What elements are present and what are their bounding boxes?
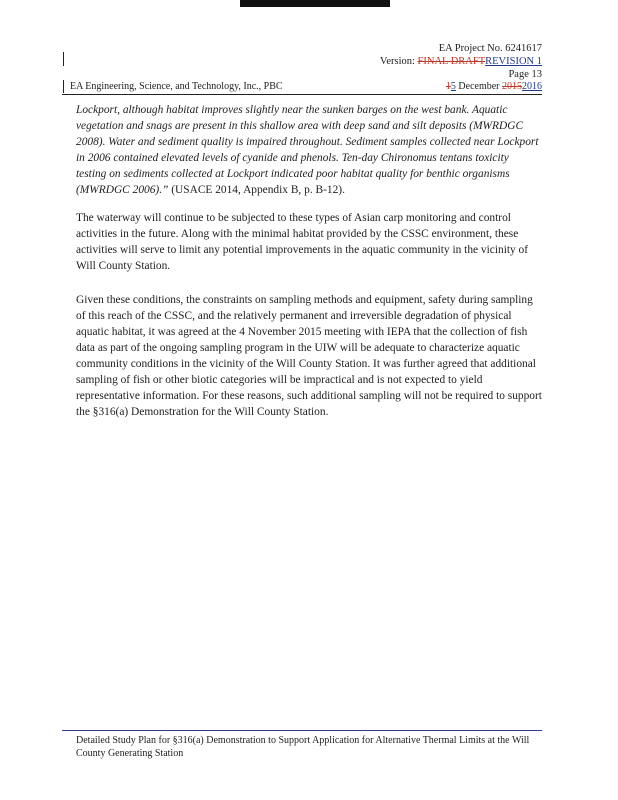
paragraph-1: The waterway will continue to be subjected to these types of Asian carp monitoring and control activities in the future. Along with the minimal habitat provided by the CSSC environment, these activities will serve to limit any potential improvements in the aquatic community in the vicinity of Will County Station. — [76, 212, 529, 272]
header-date — [446, 81, 542, 93]
version-inserted: REVISION 1 — [485, 56, 542, 67]
quoted-passage — [76, 102, 542, 198]
company-name: EA Engineering, Science, and Technology, Inc., PBC — [70, 81, 283, 92]
version-line — [380, 55, 542, 68]
scan-top-edge — [240, 0, 390, 7]
header-block — [380, 42, 542, 81]
version-label: Version: — [379, 56, 415, 67]
revision-change-bar — [63, 52, 64, 66]
date-deleted-day: 1 — [445, 81, 451, 92]
paragraph-2: Given these conditions, the constraints on sampling methods and equipment, safety during sampling of this reach of the CSSC, and the relatively permanent and irreversible degradation of physical aquatic habitat, it was agreed at the 4 November 2015 meeting with IEPA that the collection of fish data as part of the ongoing sampling program in the UIW will be adequate to characterize aquatic community conditions in the vicinity of the Will County Station. It was further agreed that additional sampling of fish or other biotic categories will be impractical and is not expected to yield representative information. For these reasons, such additional sampling will not be required to support the §316(a) Demonstration for the Will County Station. — [76, 294, 542, 418]
date-inserted-year: 2016 — [522, 81, 542, 92]
footer-rule — [62, 730, 542, 731]
quote-citation: (USACE 2014, Appendix B, p. B-12). — [168, 184, 345, 196]
project-number: EA Project No. 6241617 — [438, 43, 542, 54]
date-inserted-day: 5 — [450, 81, 456, 92]
quote-text: Lockport, although habitat improves slightly near the sunken barges on the west bank. Aquatic vegetation and snags are present in this shallow area with deep sand and silt deposits (MWRDGC 2008). Water and sediment quality is impaired throughout. Sediment samples collected near Lockport in 2006 contained elevated levels of cyanide and phenols. Ten-day Chironomus tentans toxicity testing on sediments collected at Lockport indicated poor habitat quality for benthic organisms (MWRDGC 2006).” — [76, 104, 539, 196]
date-month: December — [458, 81, 500, 92]
date-deleted-year: 2015 — [502, 81, 522, 92]
footer-text: Detailed Study Plan for §316(a) Demonstration to Support Application for Alternative Thermal Limits at the Will County Generating Station — [76, 735, 530, 759]
page-number: Page 13 — [508, 69, 542, 80]
version-deleted: FINAL DRAFT — [417, 56, 486, 67]
revision-change-bar-2 — [63, 80, 64, 93]
page-body — [76, 102, 542, 438]
